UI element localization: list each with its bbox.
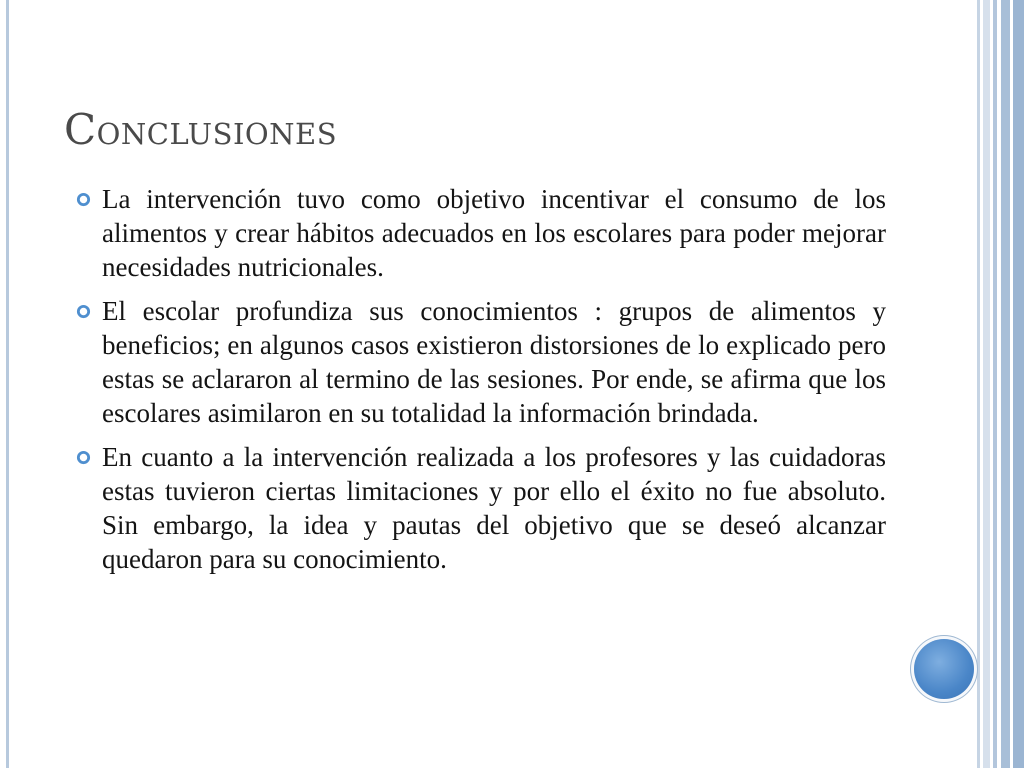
decorative-bar (977, 0, 980, 768)
decorative-bar (993, 0, 997, 768)
left-border-line (6, 0, 9, 768)
bullet-item (72, 182, 886, 284)
ring-bullet-icon (76, 450, 91, 465)
slide-title: Conclusiones (64, 105, 338, 154)
ring-bullet-icon (76, 304, 91, 319)
decorative-bar (983, 0, 990, 768)
bullet-text: El escolar profundiza sus conocimientos : grupos de alimentos y beneficios; en algunos casos existieron distorsiones de lo explicado pero estas se aclararon al termino de las sesiones. Por ende, se afirma que los escolares asimilaron en su totalidad la información brindada. (102, 296, 886, 428)
bullet-text: La intervención tuvo como objetivo incentivar el consumo de los alimentos y crear hábitos adecuados en los escolares para poder mejorar necesidades nutricionales. (102, 184, 886, 282)
right-decorative-bars (977, 0, 1024, 768)
ring-bullet-icon (76, 192, 91, 207)
decorative-bar (1001, 0, 1010, 768)
bullet-text: En cuanto a la intervención realizada a los profesores y las cuidadoras estas tuvieron ciertas limitaciones y por ello el éxito no fue absoluto. Sin embargo, la idea y pautas del objetivo que se deseó alcanzar quedaron para su conocimiento. (102, 442, 886, 574)
decorative-circle (914, 639, 974, 699)
bullet-item (72, 440, 886, 576)
bullet-item (72, 294, 886, 430)
bullet-list (72, 182, 886, 586)
decorative-bar (1013, 0, 1024, 768)
